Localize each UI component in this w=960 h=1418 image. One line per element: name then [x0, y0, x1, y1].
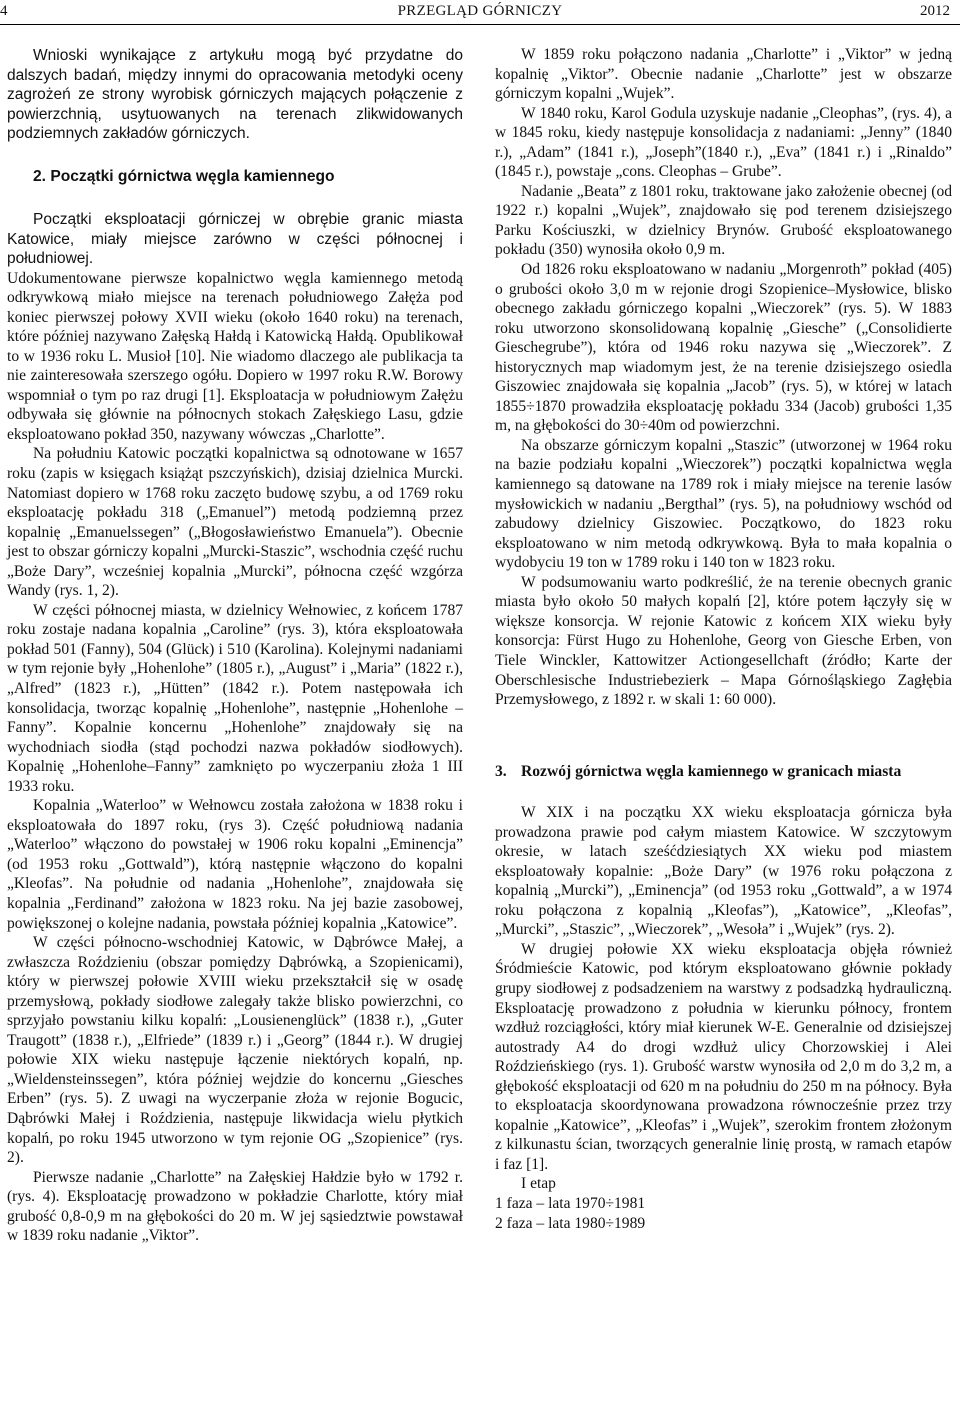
left-column [7, 46, 463, 1246]
header-rule [0, 24, 960, 25]
intro-paragraph: Wnioski wynikające z artykułu mogą być przydatne do dalszych badań, między innymi do opracowania metodyki oceny zagrożeń ze strony wyrobisk górniczych mających połączenie z powierzchnią, usytuowanych na terenach zlikwidowanych podziemnych zakładów górniczych. [7, 47, 463, 142]
section-2-paragraph-2: Na południu Katowic początki kopalnictwa są odnotowane w 1657 roku (zapis w księgach książąt pszczyńskich), dzisiaj dzielnica Murcki. Natomiast dopiero w 1768 roku zaczęto budowę szybu, a od 1769 roku eksploatację pokładu 318 („Emanuel”) metodą podziemną przez kopalnię „Emanuelssegen” („Błogosławieństwo Emanuela”). Obecnie jest to obszar górniczy kopalni „Murcki-Staszic”, wschodnia część ruchu „Boże Dary”, wcześniej kopalnia „Murcki”, północna część wzgórza Wandy (rys. 1, 2). [7, 445, 463, 600]
phase-1-line: 1 faza – lata 1970÷1981 [495, 1195, 646, 1213]
journal-title: PRZEGLĄD GÓRNICZY [397, 3, 563, 19]
page-header [0, 0, 960, 26]
section-3-paragraph-1: W XIX i na początku XX wieku eksploatacja górnicza była prowadzona prawie pod całym miastem Katowice. W szczytowym okresie, w latach sześćdziesiątych XX wieku pod miastem eksploatowały kopalnie: „Boże Dary” (w 1976 roku połączona z kopalnią „Murcki”), „Eminencja” (od 1953 roku „Gottwald”, a w 1974 roku połączona z kopalnią „Kleofas”), „Katowice”, „Kleofas”, „Murcki”, „Staszic”, „Wieczorek”, „Wesoła” i „Wujek” (rys. 2). [495, 804, 952, 939]
right-paragraph-1: W 1859 roku połączono nadania „Charlotte” i „Viktor” w jedną kopalnię „Viktor”. Obecnie nadanie „Charlotte” jest w obszarze górniczym kopalni „Wujek”. [495, 46, 952, 103]
section-3-heading [495, 762, 952, 782]
right-column [495, 45, 952, 1233]
phase-2-line: 2 faza – lata 1980÷1989 [495, 1214, 646, 1232]
stage-label: I etap [521, 1175, 556, 1193]
right-paragraph-6: W podsumowaniu warto podkreślić, że na terenie obecnych granic miasta było około 50 małych kopalń [2], które potem łączyły się w większe konsorcja. W rejonie Katowic z końcem XIX wieku były konsorcja: Fürst Hugo zu Hohenlohe, Georg von Giesche Erben, von Tiele Winckler, Kattowitzer Actiongesellchaft (źródło; Karte der Oberschlesische Industriebezierk – Mapa Górnośląskiego Zagłębia Przemysłowego, z 1892 r. w skali 1: 60 000). [495, 573, 952, 709]
section-2-paragraph-6: Pierwsze nadanie „Charlotte” na Załęskiej Hałdzie było w 1792 r. (rys. 4). Eksploatację prowadzono w pokładzie Charlotte, który miał grubość 0,8-0,9 m na głębokości do 20 m. W jej sąsiedztwie powstawał w 1839 roku nadanie „Viktor”. [7, 1168, 463, 1245]
section-2-paragraph-1b: Udokumentowane pierwsze kopalnictwo węgla kamiennego metodą odkrywkową miało miejsce na terenach południowego Załęża pod koniec pierwszej połowy XVII wieku (około 1640 roku) na terenach, które później nazywano Załęską Hałdą i Katowicką Hałdą. Opublikował to w 1936 roku L. Musioł [10]. Nie wiadomo dlaczego ale publikacja ta nie zainteresowała szerszego ogółu. Dopiero w 1997 roku R.W. Borowy wspomniał o tym po raz drugi [1]. Eksploatacja w południowym Załężu odbywała się głównie na północnych stokach Załęskiego Lasu, gdzie eksploatowano pokład 350, nazywany wówczas „Charlotte”. [7, 269, 463, 443]
right-paragraph-4: Od 1826 roku eksploatowano w nadaniu „Morgenroth” pokład (405) o grubości około 3,0 m w rejonie drogi Szopienice–Mysłowice, blisko obecnego zakładu górniczego kopalni „Wieczorek” (rys. 5). W 1883 roku utworzono skonsolidowaną kopalnię „Giesche” („Consolidierte Gieschegrube”), która od 1946 roku nazywa się „Wieczorek”. Z historycznych map wiadomym jest, że na terenie dzisiejszego osiedla Giszowiec znajdowała się kopalnia „Jacob” (rys. 5), w której w latach 1855÷1870 prowadziła eksploatację pokładu 334 (Jacob) grubości 1,35 m, na głębokości do 30÷40m od powierzchni. [495, 261, 952, 435]
section-3-paragraph-2: W drugiej połowie XX wieku eksploatacja objęła również Śródmieście Katowic, pod którym eksploatowano głównie pokłady grupy siodłowej z podsadzeniem na warstwy z podsadzką hydrauliczną. Eksploatację prowadzono z południa w kierunku północy, frontem wzdłuż rozciągłości, który miał kierunek W-E. Generalnie od dzisiejszej autostrady A4 do drogi wzdłuż ulicy Chorzowskiej i Alei Roździeńskiego (rys. 1). Grubość warstw wynosiła od 2,0 m do 3,2 m, a głębokość eksploatacji od 620 m na południu do 250 m na północy. Była to eksploatacja skoordynowana prowadzona równocześnie przez trzy kopalnie „Katowice”, „Kleofas” i „Wujek”, szerokim frontem złożonym z kilkunastu ścian, tworzących generalnie linię prostą, w ramach etapów i faz [1]. [495, 940, 952, 1173]
section-2-paragraph-4: Kopalnia „Waterloo” w Wełnowcu została założona w 1838 roku i eksploatowała do 1897 roku, (rys 3). Część południową nadania „Waterloo” włączono do powstałej w 1906 roku kopalni „Eminencja” (od 1953 roku „Gottwald”), którą następnie włączono do kopalni „Kleofas”. Na południe od nadania „Hohenlohe”, znajdowała się kopalnia „Ferdinand” założona w 1823 roku. Na jej bazie zasobowej, powiększonej o kolejne nadania, powstała później kopalnia „Katowice”. [7, 797, 463, 932]
right-paragraph-2: W 1840 roku, Karol Godula uzyskuje nadanie „Cleophas”, (rys. 4), a w 1845 roku, kiedy następuje konsolidacja z nadaniami: „Jenny” (1840 r.), „Adam” (1841 r.), „Joseph”(1840 r.), „Eva” (1841 r.) i „Rinaldo” (1845 r.), powstaje „cons. Cleophas – Grube”. [495, 104, 952, 181]
section-2-paragraph-1: Początki eksploatacji górniczej w obrębie granic miasta Katowice, miały miejsce zarówno w części północnej i południowej. [7, 211, 463, 267]
section-3-number: 3. [495, 762, 507, 780]
page-number: 4 [0, 3, 8, 19]
right-paragraph-3: Nadanie „Beata” z 1801 roku, traktowane jako założenie obecnej (od 1922 r.) kopalni „Wujek”, znajdowało się pod terenem dzisiejszego Parku Kościuszki, w dzielnicy Brynów. Grubość eksploatowanego pokładu (350) wynosiła około 0,9 m. [495, 182, 952, 259]
journal-year: 2012 [920, 3, 950, 19]
section-2-paragraph-3: W części północnej miasta, w dzielnicy Wełnowiec, z końcem 1787 roku zostaje nadana kopalnia „Caroline” (rys. 3), która eksploatowała pokład 501 (Fanny), 504 (Glück) i 510 (Karolina). Kolejnymi nadaniami w tym rejonie były „Hohenlohe” (1805 r.), „August” i „Maria” (1822 r.), „Alfred” (1823 r.), „Hütten” (1842 r.). Potem następowała ich konsolidacja, tworząc kopalnię „Hohenlohe”, następnie „Hohenlohe – Fanny”. Kopalnie koncernu „Hohenlohe” znajdowały się na wychodniach siodła (stąd pochodzi nazwa pokładów siodłowych). Kopalnię „Hohenlohe–Fanny” zamknięto po wyczerpaniu złoża 1 III 1933 roku. [7, 601, 463, 795]
section-3-title: Rozwój górnictwa węgla kamiennego w granicach miasta [521, 762, 902, 780]
right-paragraph-5: Na obszarze górniczym kopalni „Staszic” (utworzonej w 1964 roku na bazie podziału kopalni „Wieczorek”) początki kopalnictwa węgla kamiennego są datowane na 1789 rok i miały miejsce na terenie lasów mysłowickich w nadaniu „Bergthal” (rys. 5), na południowy wschód od zabudowy dzielnicy Giszowiec. Początkowo, do 1823 roku eksploatowano w nim metodą odkrywkową. Była to mała kopalnia o wydobyciu 19 ton w 1789 roku i 140 ton w 1823 roku. [495, 436, 952, 572]
section-2-paragraph-5: W części północno-wschodniej Katowic, w Dąbrówce Małej, a zwłaszcza Roździeniu (obszar pomiędzy Dąbrówką, a Szopienicami), który w pierwszej połowie XVIII wieku przekształcił się w osadę przemysłową, pokłady siodłowe zalegały także blisko powierzchni, co sprzyjało powstaniu kilku kopalń: „Lousienenglück” (1838 r.), „Guter Traugott” (1838 r.), „Elfriede” (1839 r.) i „Georg” (1844 r.). W drugiej połowie XIX wieku następuje łączenie niektórych kopalń, np. „Wieldensteinssegen”, która później wejdzie do koncernu „Giesches Erben” (rys. 5). Z uwagi na wyczerpanie złoża w rejonie Bogucic, Dąbrówki Małej i Roździenia, następuje likwidacja wielu płytkich kopalń, po roku 1945 utworzono w tym rejonie OG „Szopienice” (rys. 2). [7, 934, 463, 1167]
section-2-heading: 2. Początki górnictwa węgla kamiennego [33, 167, 335, 185]
